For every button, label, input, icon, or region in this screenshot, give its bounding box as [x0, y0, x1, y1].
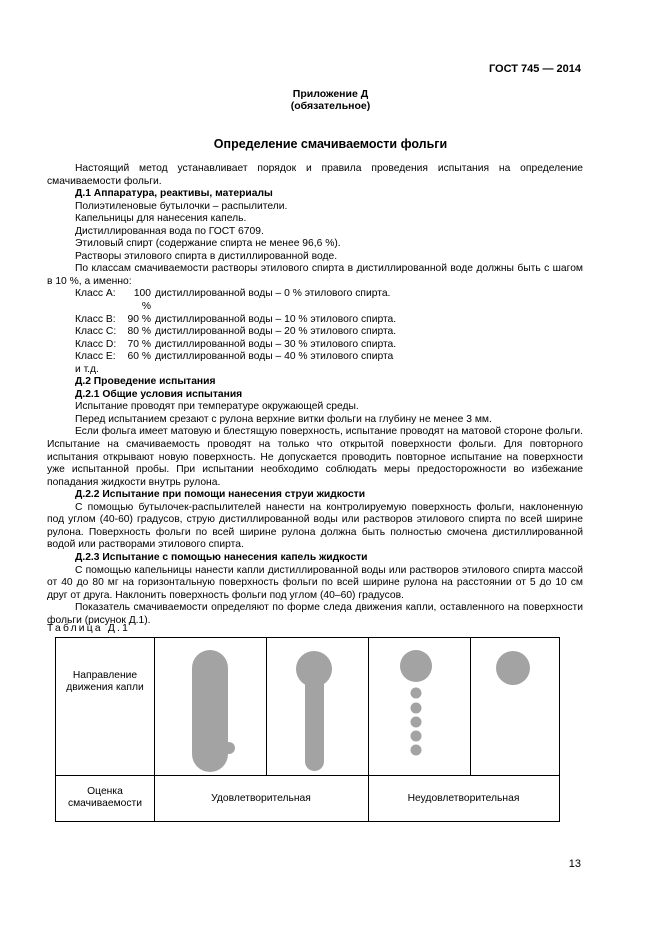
droplet — [411, 688, 422, 699]
rating-unsatisfactory: Неудовлетворительная — [407, 793, 520, 804]
droplet — [411, 703, 422, 714]
class-row — [47, 351, 583, 364]
paragraph: Если фольга имеет матовую и блестящую поверхность, испытание проводят на матовой стороне фольги. Испытание на смачиваемость проводят на только что открытой поверхности фольги. Для повторного испытания открывают новую поверхность. Не допускается проводить повторное испытание на поверхности уже испытанной пробы. При испытании необходимо соблюдать меры предосторожности во избежание попадания жидкости внутрь рулона. — [47, 426, 583, 488]
droplet — [411, 745, 422, 756]
class-water: 70 % — [127, 338, 151, 350]
class-row — [47, 288, 583, 313]
wettability-table — [55, 637, 560, 822]
appendix-status: (обязательное) — [290, 100, 371, 112]
row-label-wettability: Оценка смачиваемости — [67, 786, 143, 809]
etc-text: и т.д. — [75, 363, 99, 375]
section-d21-heading: Д.2.1 Общие условия испытания — [75, 388, 243, 400]
drop-trace-keyhole-tail — [305, 668, 324, 771]
section-d2-heading: Д.2 Проведение испытания — [75, 376, 216, 388]
class-text: дистиллированной воды – 40 % этилового спирта — [155, 351, 394, 363]
class-name: Класс В: — [75, 313, 116, 325]
list-item: Полиэтиленовые бутылочки – распылители. — [75, 200, 288, 212]
class-name: Класс А: — [75, 288, 116, 300]
page-number: 13 — [568, 858, 581, 870]
paragraph: Показатель смачиваемости определяют по форме следа движения капли, оставленного на поверхности фольги (рисунок Д.1). — [47, 602, 583, 626]
section-d22-heading: Д.2.2 Испытание при помощи нанесения струи жидкости — [75, 489, 366, 501]
class-water: 90 % — [127, 313, 151, 325]
appendix-title: Приложение Д — [292, 88, 369, 100]
intro-paragraph: Настоящий метод устанавливает порядок и правила проведения испытания на определение смачиваемости фольги. — [47, 163, 583, 187]
class-text: дистиллированной воды – 20 % этилового спирта. — [155, 326, 397, 338]
drop-trace-broken — [400, 650, 432, 756]
standard-number: ГОСТ 745 — 2014 — [488, 63, 581, 75]
class-name: Класс D: — [75, 338, 117, 350]
droplet — [411, 717, 422, 728]
list-item: Капельницы для нанесения капель. — [75, 213, 247, 225]
paragraph: Испытание проводят при температуре окружающей среды. — [75, 401, 359, 413]
paragraph: С помощью капельницы нанести капли дистиллированной воды или растворов этилового спирта массой от 40 до 80 мг на горизонтальную поверхность фольги по всей ширине рулона на расстоянии от 5 до 10 см друг от друга. Наклонить поверхность фольги под углом (40–60) градусов. — [47, 564, 583, 601]
class-name: Класс E: — [75, 351, 116, 363]
class-row — [47, 339, 583, 352]
classes-intro: По классам смачиваемости растворы этилового спирта в дистиллированной воде должны быть с шагом в 10 %, а именно: — [47, 263, 583, 287]
section-d23-heading: Д.2.3 Испытание с помощью нанесения капель жидкости — [75, 551, 368, 563]
drop-traces-figure — [56, 638, 559, 775]
list-item: Растворы этилового спирта в дистиллированной воде. — [75, 250, 338, 262]
drop-trace-none — [496, 651, 530, 685]
table-caption: Таблица Д.1 — [47, 623, 130, 634]
droplet — [411, 731, 422, 742]
rating-satisfactory: Удовлетворительная — [211, 793, 311, 804]
appendix-heading — [0, 88, 661, 112]
class-text: дистиллированной воды – 10 % этилового спирта. — [155, 313, 397, 325]
drop-trace-keyhole — [296, 651, 332, 771]
class-water: 60 % — [127, 351, 151, 363]
table-divider — [56, 775, 559, 776]
class-row — [47, 314, 583, 327]
document-title: Определение смачиваемости фольги — [213, 137, 448, 151]
class-water: 100 % — [133, 288, 151, 313]
drop-trace-full-shape — [192, 650, 228, 772]
document-body — [47, 163, 583, 627]
list-item: Дистиллированная вода по ГОСТ 6709. — [75, 225, 264, 237]
drop-trace-full-bulge — [223, 742, 235, 754]
paragraph: С помощью бутылочек-распылителей нанести на контролируемую поверхность фольги, наклоненную под углом (40-60) градусов, струю дистиллированной воды или растворов этилового спирта по всей ширине рулона. Поверхность фольги по всей ширине рулона должна быть полностью смочена дистиллированной водой или растворами этилового спирта. — [47, 501, 583, 551]
class-row — [47, 326, 583, 339]
drop-trace-full — [192, 650, 235, 772]
section-d1-heading: Д.1 Аппаратура, реактивы, материалы — [75, 188, 273, 200]
list-item: Этиловый спирт (содержание спирта не менее 96,6 %). — [75, 238, 341, 250]
drop-trace-broken-head — [400, 650, 432, 682]
class-text: дистиллированной воды – 0 % этилового спирта. — [155, 288, 391, 300]
class-text: дистиллированной воды – 30 % этилового спирта. — [155, 338, 397, 350]
class-name: Класс С: — [75, 326, 117, 338]
row-label-direction: Направление движения капли — [66, 670, 144, 693]
paragraph: Перед испытанием срезают с рулона верхние витки фольги на глубину не менее 3 мм. — [75, 413, 492, 425]
class-water: 80 % — [127, 326, 151, 338]
